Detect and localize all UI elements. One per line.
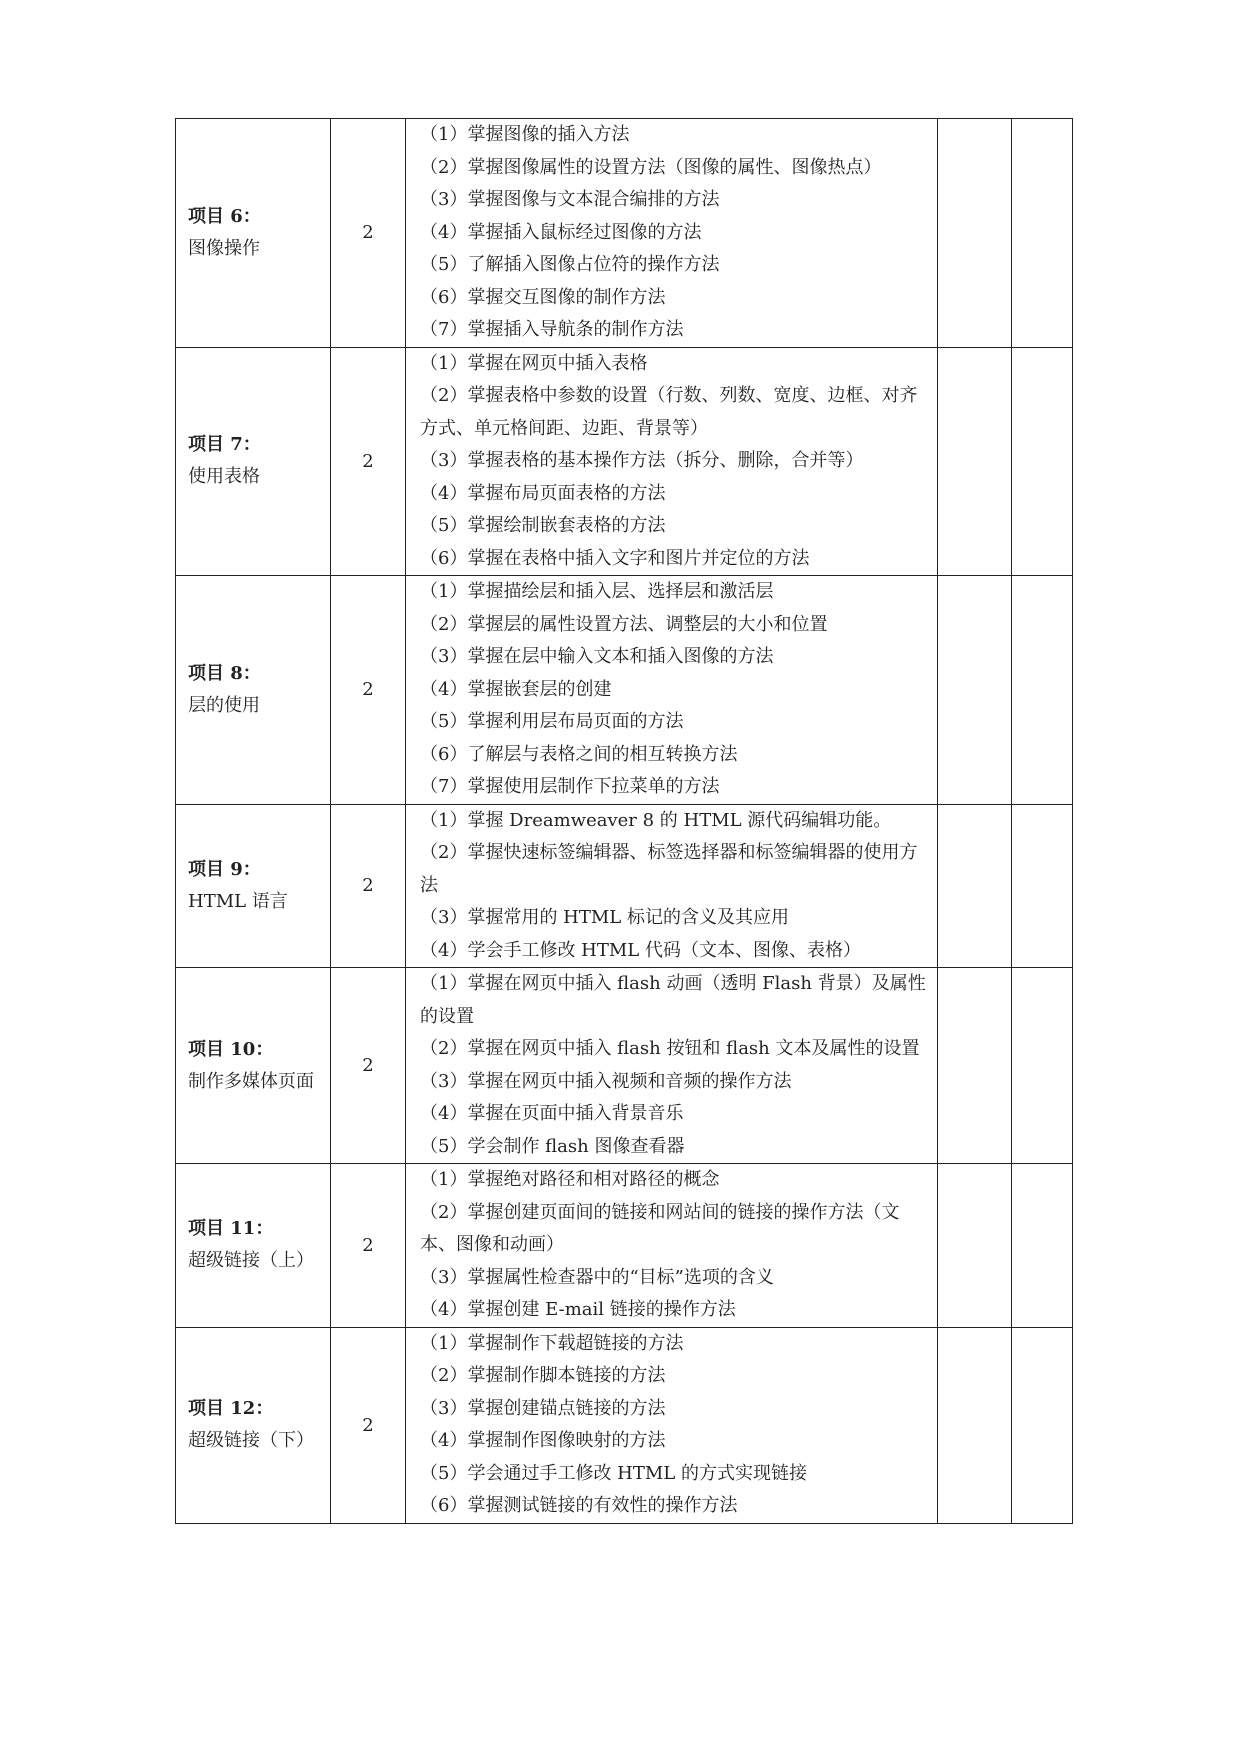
- content-line: （6）掌握测试链接的有效性的操作方法: [420, 1495, 738, 1516]
- content-line: （3）掌握常用的 HTML 标记的含义及其应用: [420, 907, 789, 928]
- project-cell: [176, 1164, 331, 1328]
- empty-cell-1: [938, 119, 1012, 348]
- content-line: （5）了解插入图像占位符的操作方法: [420, 254, 720, 275]
- content-line: （3）掌握在网页中插入视频和音频的操作方法: [420, 1070, 792, 1092]
- content-line: （2）掌握制作脚本链接的方法: [420, 1365, 666, 1386]
- content-line: （3）掌握表格的基本操作方法（拆分、删除，合并等）: [420, 450, 864, 471]
- content-cell: [406, 804, 938, 968]
- content-line: （2）掌握图像属性的设置方法（图像的属性、图像热点）: [420, 156, 882, 178]
- hours-cell: 2: [331, 1164, 406, 1328]
- hours-cell: 2: [331, 347, 406, 576]
- content-line: （2）掌握在网页中插入 flash 按钮和 flash 文本及属性的设置: [420, 1038, 920, 1059]
- project-name: 图像操作: [188, 237, 260, 259]
- empty-cell-1: [938, 347, 1012, 576]
- project-label: 项目 9：: [188, 858, 261, 880]
- content-line: （5）学会通过手工修改 HTML 的方式实现链接: [420, 1462, 807, 1484]
- content-line: （1）掌握在网页中插入表格: [420, 352, 648, 374]
- project-cell: [176, 1327, 331, 1523]
- project-cell: [176, 804, 331, 968]
- content-line: （2）掌握层的属性设置方法、调整层的大小和位置: [420, 613, 828, 635]
- content-line: （4）掌握创建 E-mail 链接的操作方法: [420, 1299, 736, 1320]
- hours-cell: 2: [331, 119, 406, 348]
- project-label: 项目 6：: [188, 205, 261, 227]
- content-line: （1）掌握描绘层和插入层、选择层和激活层: [420, 581, 774, 602]
- content-line: （1）掌握图像的插入方法: [420, 124, 630, 145]
- hours-cell: 2: [331, 804, 406, 968]
- hours-cell: 2: [331, 1327, 406, 1523]
- empty-cell-1: [938, 1164, 1012, 1328]
- content-line: （2）掌握表格中参数的设置（行数、列数、宽度、边框、对齐方式、单元格间距、边距、背景等）: [420, 385, 918, 439]
- project-name: 使用表格: [188, 466, 260, 488]
- hours-cell: 2: [331, 576, 406, 805]
- project-label: 项目 12：: [188, 1398, 274, 1419]
- content-line: （6）了解层与表格之间的相互转换方法: [420, 743, 738, 765]
- content-cell: [406, 119, 938, 348]
- content-line: （1）掌握在网页中插入 flash 动画（透明 Flash 背景）及属性的设置: [420, 973, 926, 1027]
- project-cell: [176, 347, 331, 576]
- content-cell: [406, 1327, 938, 1523]
- empty-cell-1: [938, 968, 1012, 1164]
- content-line: （1）掌握 Dreamweaver 8 的 HTML 源代码编辑功能。: [420, 809, 892, 831]
- project-cell: [176, 576, 331, 805]
- project-cell: [176, 119, 331, 348]
- empty-cell-2: [1012, 576, 1073, 805]
- content-line: （5）掌握利用层布局页面的方法: [420, 711, 684, 732]
- content-line: （1）掌握绝对路径和相对路径的概念: [420, 1169, 720, 1190]
- syllabus-table-body: [176, 119, 1073, 1524]
- content-line: （5）掌握绘制嵌套表格的方法: [420, 515, 666, 536]
- empty-cell-1: [938, 576, 1012, 805]
- project-cell: [176, 968, 331, 1164]
- project-name: HTML 语言: [188, 890, 288, 912]
- content-line: （1）掌握制作下载超链接的方法: [420, 1332, 684, 1354]
- content-line: （2）掌握快速标签编辑器、标签选择器和标签编辑器的使用方法: [420, 842, 918, 896]
- content-cell: [406, 968, 938, 1164]
- table-row: [176, 804, 1073, 968]
- project-name: 层的使用: [188, 694, 260, 716]
- content-line: （3）掌握图像与文本混合编排的方法: [420, 189, 720, 210]
- content-line: （4）掌握嵌套层的创建: [420, 678, 612, 700]
- empty-cell-2: [1012, 119, 1073, 348]
- content-line: （4）学会手工修改 HTML 代码（文本、图像、表格）: [420, 939, 861, 961]
- table-row: [176, 968, 1073, 1164]
- content-line: （3）掌握属性检查器中的“目标”选项的含义: [420, 1266, 774, 1288]
- empty-cell-2: [1012, 968, 1073, 1164]
- project-label: 项目 11：: [188, 1218, 274, 1240]
- content-cell: [406, 347, 938, 576]
- empty-cell-2: [1012, 804, 1073, 968]
- content-cell: [406, 1164, 938, 1328]
- project-name: 超级链接（下）: [188, 1430, 314, 1451]
- empty-cell-1: [938, 804, 1012, 968]
- content-line: （5）学会制作 flash 图像查看器: [420, 1135, 685, 1157]
- hours-cell: 2: [331, 968, 406, 1164]
- table-row: [176, 1327, 1073, 1523]
- content-line: （7）掌握插入导航条的制作方法: [420, 319, 684, 340]
- project-name: 制作多媒体页面: [188, 1070, 314, 1092]
- empty-cell-2: [1012, 1164, 1073, 1328]
- project-name: 超级链接（上）: [188, 1250, 314, 1272]
- content-line: （4）掌握插入鼠标经过图像的方法: [420, 221, 702, 243]
- content-line: （4）掌握制作图像映射的方法: [420, 1430, 666, 1451]
- table-row: [176, 1164, 1073, 1328]
- content-line: （6）掌握交互图像的制作方法: [420, 286, 666, 308]
- content-cell: [406, 576, 938, 805]
- project-label: 项目 10：: [188, 1038, 274, 1060]
- content-line: （4）掌握布局页面表格的方法: [420, 482, 666, 504]
- content-line: （3）掌握创建锚点链接的方法: [420, 1397, 666, 1419]
- empty-cell-2: [1012, 1327, 1073, 1523]
- content-line: （7）掌握使用层制作下拉菜单的方法: [420, 776, 720, 797]
- table-row: [176, 576, 1073, 805]
- content-line: （6）掌握在表格中插入文字和图片并定位的方法: [420, 547, 810, 569]
- content-line: （3）掌握在层中输入文本和插入图像的方法: [420, 646, 774, 667]
- project-label: 项目 7：: [188, 434, 261, 456]
- project-label: 项目 8：: [188, 662, 261, 684]
- content-line: （4）掌握在页面中插入背景音乐: [420, 1103, 684, 1124]
- content-line: （2）掌握创建页面间的链接和网站间的链接的操作方法（文本、图像和动画）: [420, 1201, 900, 1255]
- empty-cell-1: [938, 1327, 1012, 1523]
- table-row: [176, 347, 1073, 576]
- syllabus-table: [175, 118, 1073, 1524]
- empty-cell-2: [1012, 347, 1073, 576]
- table-row: [176, 119, 1073, 348]
